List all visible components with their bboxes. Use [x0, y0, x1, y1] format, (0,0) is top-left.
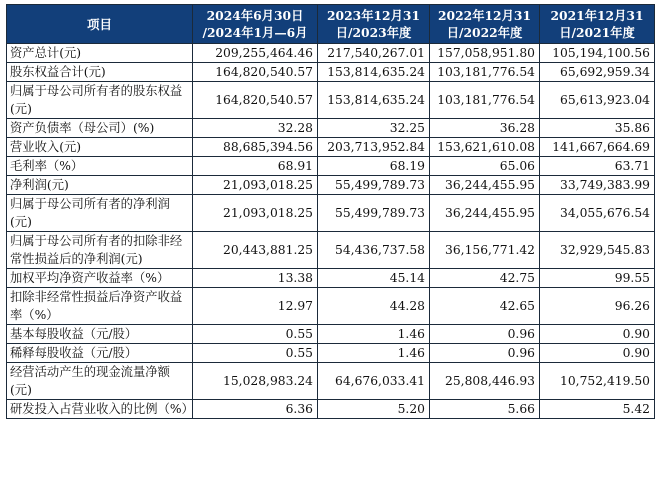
cell-value: 5.66 — [430, 400, 540, 419]
cell-value: 33,749,383.99 — [540, 176, 655, 195]
row-label: 经营活动产生的现金流量净额(元) — [7, 363, 193, 400]
cell-value: 13.38 — [193, 269, 318, 288]
cell-value: 88,685,394.56 — [193, 138, 318, 157]
cell-value: 65,692,959.34 — [540, 63, 655, 82]
header-period-line1: 2023年12月31 — [326, 8, 421, 23]
header-period-line2: /2024年1月—6月 — [202, 25, 308, 40]
cell-value: 21,093,018.25 — [193, 176, 318, 195]
row-label: 资产负债率（母公司）(%) — [7, 119, 193, 138]
cell-value: 68.19 — [318, 157, 430, 176]
cell-value: 0.90 — [540, 344, 655, 363]
cell-value: 45.14 — [318, 269, 430, 288]
cell-value: 65.06 — [430, 157, 540, 176]
cell-value: 153,814,635.24 — [318, 63, 430, 82]
header-period-2024h1 — [193, 5, 318, 44]
header-period-line1: 2024年6月30日 — [206, 8, 304, 23]
table-row — [7, 269, 655, 288]
cell-value: 34,055,676.54 — [540, 195, 655, 232]
table-row — [7, 288, 655, 325]
table-row — [7, 63, 655, 82]
cell-value: 141,667,664.69 — [540, 138, 655, 157]
row-label: 资产总计(元) — [7, 44, 193, 63]
cell-value: 217,540,267.01 — [318, 44, 430, 63]
financial-data-table — [6, 4, 655, 419]
cell-value: 36,244,455.95 — [430, 195, 540, 232]
table-row — [7, 195, 655, 232]
cell-value: 32,929,545.83 — [540, 232, 655, 269]
table-body — [7, 44, 655, 419]
table-row — [7, 232, 655, 269]
cell-value: 203,713,952.84 — [318, 138, 430, 157]
header-period-line1: 2022年12月31 — [437, 8, 532, 23]
cell-value: 21,093,018.25 — [193, 195, 318, 232]
table-row — [7, 325, 655, 344]
header-period-2021 — [540, 5, 655, 44]
cell-value: 42.65 — [430, 288, 540, 325]
table-header — [7, 5, 655, 44]
cell-value: 5.20 — [318, 400, 430, 419]
row-label: 加权平均净资产收益率（%） — [7, 269, 193, 288]
header-period-2023 — [318, 5, 430, 44]
cell-value: 1.46 — [318, 344, 430, 363]
cell-value: 32.28 — [193, 119, 318, 138]
cell-value: 0.96 — [430, 325, 540, 344]
cell-value: 68.91 — [193, 157, 318, 176]
row-label: 研发投入占营业收入的比例（%） — [7, 400, 193, 419]
cell-value: 6.36 — [193, 400, 318, 419]
table-row — [7, 138, 655, 157]
cell-value: 55,499,789.73 — [318, 176, 430, 195]
header-period-2022 — [430, 5, 540, 44]
table-row — [7, 44, 655, 63]
header-row — [7, 5, 655, 44]
cell-value: 103,181,776.54 — [430, 63, 540, 82]
cell-value: 64,676,033.41 — [318, 363, 430, 400]
cell-value: 12.97 — [193, 288, 318, 325]
row-label: 股东权益合计(元) — [7, 63, 193, 82]
cell-value: 65,613,923.04 — [540, 82, 655, 119]
cell-value: 0.96 — [430, 344, 540, 363]
cell-value: 164,820,540.57 — [193, 82, 318, 119]
header-period-line1: 2021年12月31 — [550, 8, 644, 23]
cell-value: 15,028,983.24 — [193, 363, 318, 400]
cell-value: 1.46 — [318, 325, 430, 344]
header-item: 项目 — [7, 5, 193, 44]
header-period-line2: 日/2023年度 — [335, 25, 412, 40]
table-row — [7, 363, 655, 400]
cell-value: 36.28 — [430, 119, 540, 138]
cell-value: 42.75 — [430, 269, 540, 288]
cell-value: 99.55 — [540, 269, 655, 288]
header-period-line2: 日/2021年度 — [559, 25, 635, 40]
row-label: 净利润(元) — [7, 176, 193, 195]
cell-value: 0.55 — [193, 344, 318, 363]
row-label: 营业收入(元) — [7, 138, 193, 157]
cell-value: 32.25 — [318, 119, 430, 138]
row-label: 归属于母公司所有者的扣除非经常性损益后的净利润(元) — [7, 232, 193, 269]
cell-value: 63.71 — [540, 157, 655, 176]
cell-value: 5.42 — [540, 400, 655, 419]
cell-value: 0.90 — [540, 325, 655, 344]
cell-value: 0.55 — [193, 325, 318, 344]
row-label: 扣除非经常性损益后净资产收益率（%） — [7, 288, 193, 325]
cell-value: 157,058,951.80 — [430, 44, 540, 63]
row-label: 毛利率（%） — [7, 157, 193, 176]
cell-value: 54,436,737.58 — [318, 232, 430, 269]
cell-value: 105,194,100.56 — [540, 44, 655, 63]
cell-value: 103,181,776.54 — [430, 82, 540, 119]
table-row — [7, 82, 655, 119]
cell-value: 153,814,635.24 — [318, 82, 430, 119]
cell-value: 153,621,610.08 — [430, 138, 540, 157]
cell-value: 164,820,540.57 — [193, 63, 318, 82]
cell-value: 55,499,789.73 — [318, 195, 430, 232]
header-period-line2: 日/2022年度 — [446, 25, 523, 40]
row-label: 基本每股收益（元/股） — [7, 325, 193, 344]
table-row — [7, 344, 655, 363]
table-row — [7, 176, 655, 195]
row-label: 归属于母公司所有者的股东权益(元) — [7, 82, 193, 119]
row-label: 稀释每股收益（元/股） — [7, 344, 193, 363]
table-row — [7, 157, 655, 176]
cell-value: 96.26 — [540, 288, 655, 325]
cell-value: 20,443,881.25 — [193, 232, 318, 269]
row-label: 归属于母公司所有者的净利润(元) — [7, 195, 193, 232]
cell-value: 36,156,771.42 — [430, 232, 540, 269]
table-row — [7, 119, 655, 138]
cell-value: 44.28 — [318, 288, 430, 325]
cell-value: 209,255,464.46 — [193, 44, 318, 63]
cell-value: 25,808,446.93 — [430, 363, 540, 400]
table-row — [7, 400, 655, 419]
cell-value: 36,244,455.95 — [430, 176, 540, 195]
cell-value: 35.86 — [540, 119, 655, 138]
cell-value: 10,752,419.50 — [540, 363, 655, 400]
